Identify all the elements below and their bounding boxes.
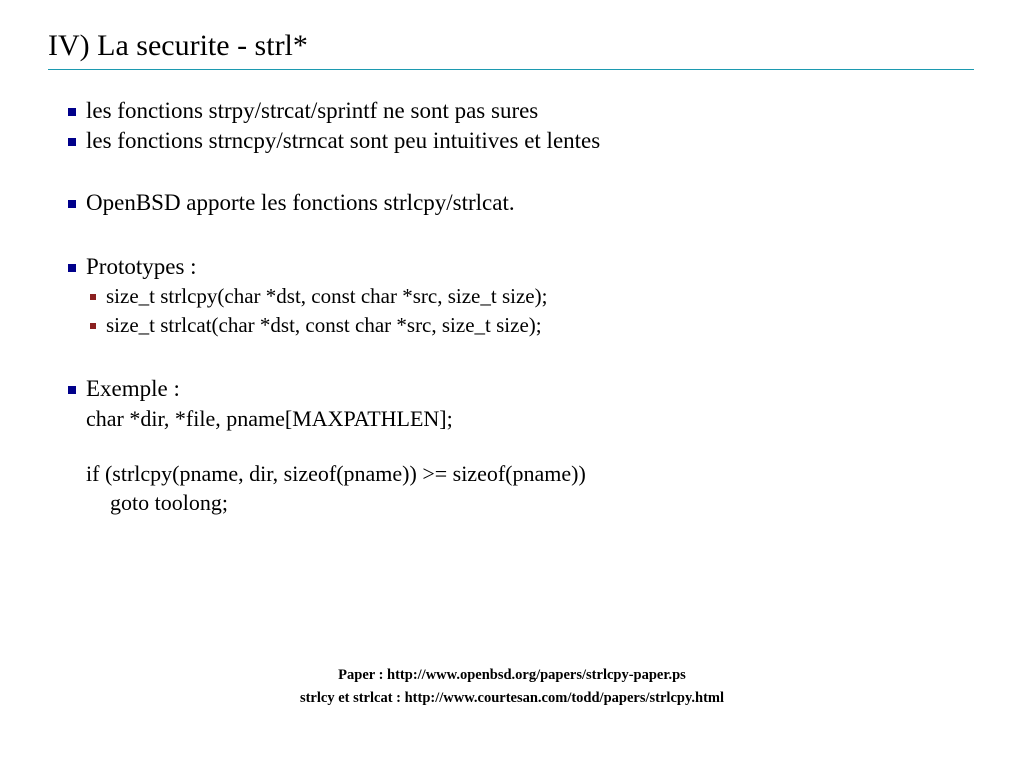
list-item — [48, 126, 978, 156]
list-item — [48, 188, 978, 218]
title-divider — [48, 69, 974, 70]
list-item-label: les fonctions strncpy/strncat sont peu intuitives et lentes — [86, 128, 601, 153]
list-item — [48, 96, 978, 126]
list-item-label: OpenBSD apporte les fonctions strlcpy/strlcat. — [86, 190, 515, 215]
example-code-line: goto toolong; — [110, 490, 228, 515]
small-square-bullet-icon — [90, 323, 96, 329]
list-item — [48, 374, 978, 404]
prototype-label: size_t strlcat(char *dst, const char *src, size_t size); — [106, 313, 542, 337]
page-title: IV) La securite - strl* — [48, 29, 308, 62]
square-bullet-icon — [68, 264, 76, 272]
footer-line-paper: Paper : http://www.openbsd.org/papers/strlcpy-paper.ps — [338, 667, 686, 683]
list-item — [48, 282, 978, 311]
list-item-label: les fonctions strpy/strcat/sprintf ne sont pas sures — [86, 98, 539, 123]
spacer — [48, 218, 978, 252]
example-code-line: if (strlcpy(pname, dir, sizeof(pname)) >= sizeof(pname)) — [86, 461, 586, 486]
spacer — [48, 340, 978, 374]
list-item-label: Exemple : — [86, 376, 180, 401]
spacer — [48, 433, 978, 459]
square-bullet-icon — [68, 108, 76, 116]
square-bullet-icon — [68, 386, 76, 394]
square-bullet-icon — [68, 138, 76, 146]
footer-line-reference: strlcy et strlcat : http://www.courtesan.com/todd/papers/strlcpy.html — [299, 690, 725, 706]
example-code-line: char *dir, *file, pname[MAXPATHLEN]; — [86, 406, 453, 431]
list-item-label: Prototypes : — [86, 254, 197, 279]
prototype-label: size_t strlcpy(char *dst, const char *src, size_t size); — [106, 284, 548, 308]
list-item — [48, 311, 978, 340]
spacer — [48, 156, 978, 188]
list-item — [48, 252, 978, 282]
small-square-bullet-icon — [90, 294, 96, 300]
slide-body — [48, 96, 978, 517]
footer — [0, 664, 1024, 710]
square-bullet-icon — [68, 200, 76, 208]
